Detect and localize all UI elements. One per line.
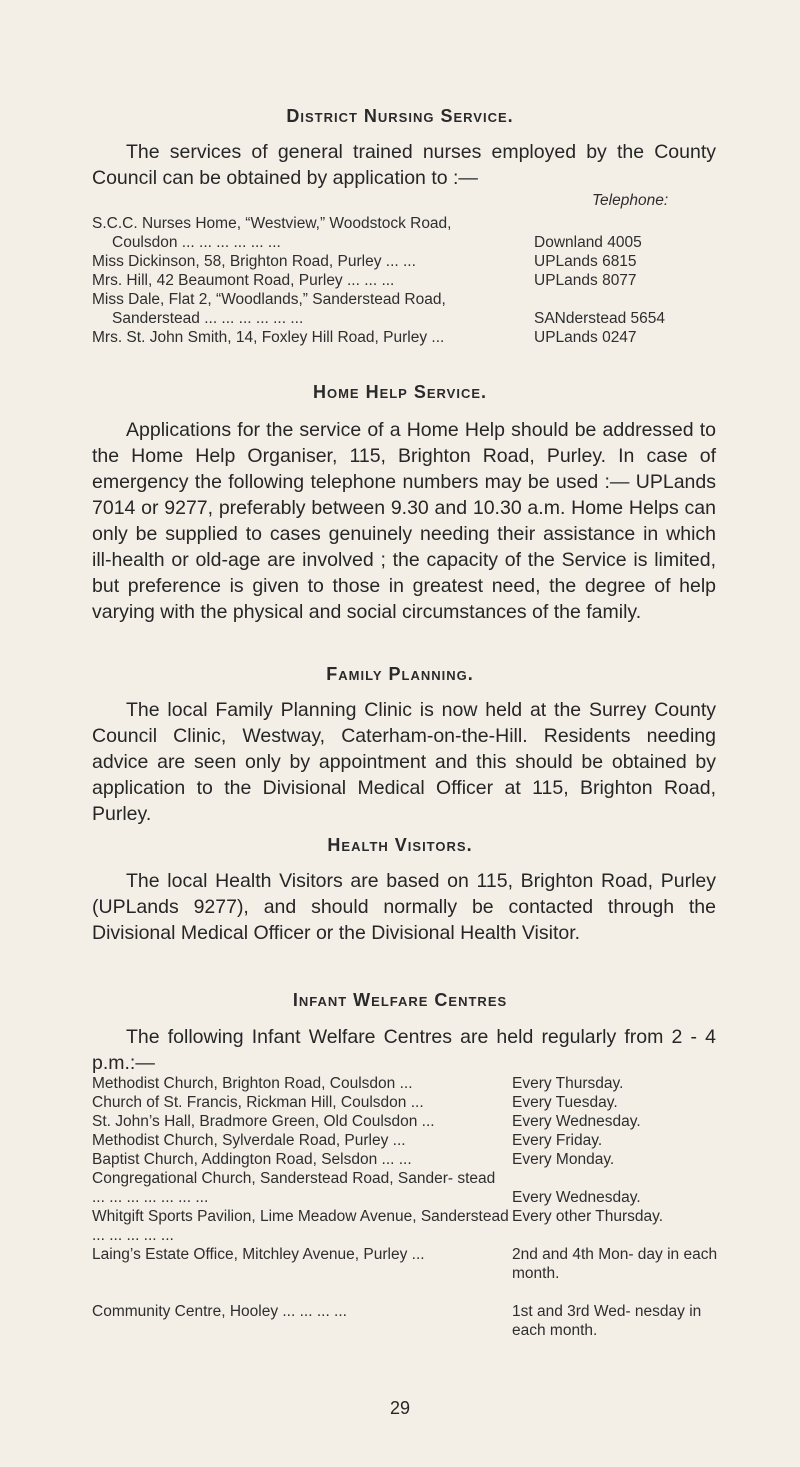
nurse-entry: S.C.C. Nurses Home, “Westview,” Woodstock Road, Coulsdon ... ... ... ... ... ... Downland 4005 (92, 215, 642, 251)
welfare-centre-row: Methodist Church, Sylverdale Road, Purley ... Every Friday. (92, 1132, 603, 1149)
infant-welfare-intro: The following Infant Welfare Centres are held regularly from 2 - 4 p.m.:— (92, 1026, 716, 1074)
district-nursing-intro: The services of general trained nurses employed by the County Council can be obtained by application to :— (92, 141, 716, 189)
welfare-centre-row: Methodist Church, Brighton Road, Coulsdon ... Every Thursday. (92, 1075, 624, 1092)
welfare-centre-row: Laing’s Estate Office, Mitchley Avenue, Purley ... 2nd and 4th Mon- day in each month. (92, 1246, 718, 1282)
section-heading-home-help: Home Help Service. (312, 382, 488, 402)
health-visitors-paragraph: The local Health Visitors are based on 115, Brighton Road, Purley (UPLands 9277), and should normally be contacted through the Divisional Medical Officer or the Divisional Health Visitor. (92, 870, 716, 944)
welfare-centre-row: Community Centre, Hooley ... ... ... ... 1st and 3rd Wed- nesday in each month. (92, 1303, 702, 1339)
family-planning-paragraph: The local Family Planning Clinic is now held at the Surrey County Council Clinic, Westway, Caterham-on-the-Hill. Residents needing advice are seen only by appointment and this should be obtained by application to the Divisional Medical Officer at 115, Brighton Road, Purley. (92, 699, 716, 825)
section-heading-family-planning: Family Planning. (326, 664, 474, 684)
welfare-centre-row: Whitgift Sports Pavilion, Lime Meadow Avenue, Sanderstead ... ... ... ... ... Every other Thursday. (92, 1208, 664, 1244)
telephone-label: Telephone: (592, 192, 669, 209)
welfare-centre-row: Congregational Church, Sanderstead Road, Sander- stead ... ... ... ... ... ... ... Every Wednesday. (92, 1170, 641, 1206)
welfare-centre-row: Church of St. Francis, Rickman Hill, Coulsdon ... Every Tuesday. (92, 1094, 618, 1111)
section-heading-district-nursing: District Nursing Service. (286, 106, 514, 126)
page-number: 29 (389, 1398, 411, 1418)
nurse-entry: Mrs. St. John Smith, 14, Foxley Hill Road, Purley ... UPLands 0247 (92, 329, 637, 346)
section-heading-infant-welfare: Infant Welfare Centres (292, 990, 508, 1010)
welfare-centre-row: Baptist Church, Addington Road, Selsdon ... ... Every Monday. (92, 1151, 615, 1168)
nurse-entry: Miss Dickinson, 58, Brighton Road, Purley ... ... UPLands 6815 (92, 253, 637, 270)
welfare-centre-row: St. John’s Hall, Bradmore Green, Old Coulsdon ... Every Wednesday. (92, 1113, 641, 1130)
nurse-entry: Miss Dale, Flat 2, “Woodlands,” Sanderstead Road, Sanderstead ... ... ... ... ... ... SANderstead 5654 (92, 291, 665, 327)
nurse-entry: Mrs. Hill, 42 Beaumont Road, Purley ... ... ... UPLands 8077 (92, 272, 637, 289)
section-heading-health-visitors: Health Visitors. (327, 835, 473, 855)
home-help-paragraph: Applications for the service of a Home Help should be addressed to the Home Help Organiser, 115, Brighton Road, Purley. In case of emergency the following telephone numbers may be used :— UPLands 7014 or 9277, preferably between 9.30 and 10.30 a.m. Home Helps can only be supplied to cases genuinely needing their assistance in which ill-health or old-age are involved ; the capacity of the Service is limited, but preference is given to those in greatest need, the degree of help varying with the physical and social circumstances of the family. (92, 419, 716, 623)
